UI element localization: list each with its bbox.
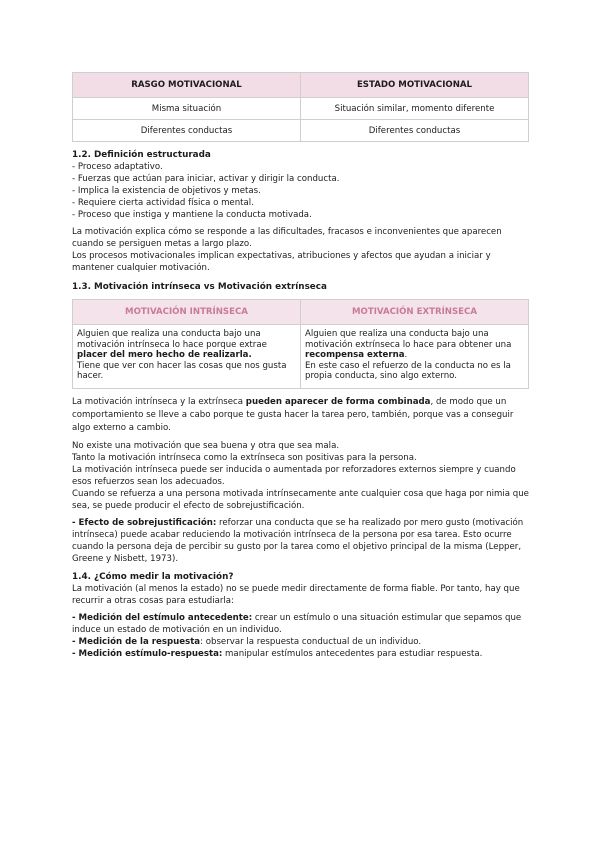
bold-text: - Medición del estímulo antecedente: bbox=[72, 612, 253, 623]
paragraph: No existe una motivación que sea buena y otra que sea mala. bbox=[72, 440, 340, 451]
table-cell bbox=[301, 325, 529, 389]
table-cell: Diferentes conductas bbox=[301, 120, 529, 142]
paragraph: La motivación explica cómo se responde a las dificultades, fracasos e inconvenientes que aparecen cuando se persiguen metas a largo plazo. bbox=[72, 227, 502, 249]
table-header-row bbox=[73, 73, 529, 98]
text-run: crear un estímulo o una situación estimular que sepamos que induce un estado de motivación en un individuo. bbox=[72, 612, 522, 635]
intrinsic-extrinsic-table bbox=[72, 299, 529, 389]
cell-text: En este caso el refuerzo de la conducta no es la propia conducta, sino algo externo. bbox=[305, 360, 511, 381]
list-item: - Fuerzas que actúan para iniciar, activar y dirigir la conducta. bbox=[72, 174, 340, 184]
trait-state-table bbox=[72, 72, 529, 142]
paragraph: La motivación (al menos la estado) no se puede medir directamente de forma fiable. Por tanto, hay que recurrir a otras cosas para estudiarla: bbox=[72, 583, 520, 606]
paragraph: Los procesos motivacionales implican expectativas, atribuciones y afectos que ayudan a iniciar y mantener cualquier motivación. bbox=[72, 251, 491, 273]
table-row bbox=[73, 98, 529, 120]
list-item: - Implica la existencia de objetivos y metas. bbox=[72, 186, 261, 196]
table-cell bbox=[73, 325, 301, 389]
section-heading: 1.2. Definición estructurada bbox=[72, 150, 211, 160]
list-item: - Proceso que instiga y mantiene la conducta motivada. bbox=[72, 210, 312, 220]
table-row bbox=[73, 120, 529, 142]
cell-bold-text: placer del mero hecho de realizarla. bbox=[77, 350, 252, 360]
list-item: - Requiere cierta actividad física o mental. bbox=[72, 198, 254, 208]
list-item bbox=[72, 636, 529, 648]
table-cell: Diferentes conductas bbox=[73, 120, 301, 142]
column-header: MOTIVACIÓN EXTRÍNSECA bbox=[301, 300, 529, 325]
cell-text: Tiene que ver con hacer las cosas que nos gusta hacer. bbox=[77, 360, 287, 381]
cell-text: Alguien que realiza una conducta bajo una motivación extrínseca lo hace para obtener una bbox=[305, 329, 512, 350]
text-run: , de modo que un comportamiento se lleve a cabo porque te gusta hacer la tarea pero, también, porque vas a conseguir algo externo a cambio. bbox=[72, 396, 514, 433]
bold-text: - Medición estímulo-respuesta: bbox=[72, 648, 223, 659]
document-page bbox=[72, 72, 529, 660]
paragraph: La motivación intrínseca puede ser inducida o aumentada por reforzadores externos siempre y cuando esos refuerzos sean los adecuados. bbox=[72, 464, 516, 487]
section-heading: 1.4. ¿Cómo medir la motivación? bbox=[72, 571, 234, 582]
text-run: manipular estímulos antecedentes para estudiar respuesta. bbox=[222, 648, 483, 659]
table-row bbox=[73, 325, 529, 389]
list-item bbox=[72, 648, 529, 660]
column-header: ESTADO MOTIVACIONAL bbox=[301, 73, 529, 98]
paragraph bbox=[72, 517, 529, 565]
bold-text: pueden aparecer de forma combinada bbox=[245, 396, 431, 407]
table-cell: Misma situación bbox=[73, 98, 301, 120]
text-run: : observar la respuesta conductual de un individuo. bbox=[200, 636, 422, 647]
text-run: reforzar una conducta que se ha realizado por mero gusto (motivación intrínseca) puede acabar reduciendo la motivación intrínseca de la persona por esa tarea. Esto ocurre cuando la persona deja de percibir su gusto por la tarea como el objetivo principal de la misma (Lepper, Greene y Nisbett, 1973). bbox=[72, 517, 524, 564]
text-run: La motivación intrínseca y la extrínseca bbox=[72, 396, 244, 407]
column-header: RASGO MOTIVACIONAL bbox=[73, 73, 301, 98]
list-item: - Proceso adaptativo. bbox=[72, 162, 163, 172]
cell-text: . bbox=[404, 350, 408, 360]
cell-text: Alguien que realiza una conducta bajo una motivación intrínseca lo hace porque extrae bbox=[77, 329, 267, 350]
table-cell: Situación similar, momento diferente bbox=[301, 98, 529, 120]
section-heading: 1.3. Motivación intrínseca vs Motivación extrínseca bbox=[72, 282, 327, 292]
paragraph bbox=[72, 396, 529, 435]
paragraph: Tanto la motivación intrínseca como la extrínseca son positivas para la persona. bbox=[72, 452, 417, 463]
cell-bold-text: recompensa externa bbox=[305, 350, 405, 360]
column-header: MOTIVACIÓN INTRÍNSECA bbox=[73, 300, 301, 325]
bold-text: - Efecto de sobrejustificación: bbox=[72, 517, 217, 528]
list-item bbox=[72, 612, 529, 636]
table-header-row bbox=[73, 300, 529, 325]
bold-text: - Medición de la respuesta bbox=[72, 636, 201, 647]
paragraph: Cuando se refuerza a una persona motivada intrínsecamente ante cualquier cosa que haga por nimia que sea, se puede producir el efecto de sobrejustificación. bbox=[72, 488, 529, 511]
